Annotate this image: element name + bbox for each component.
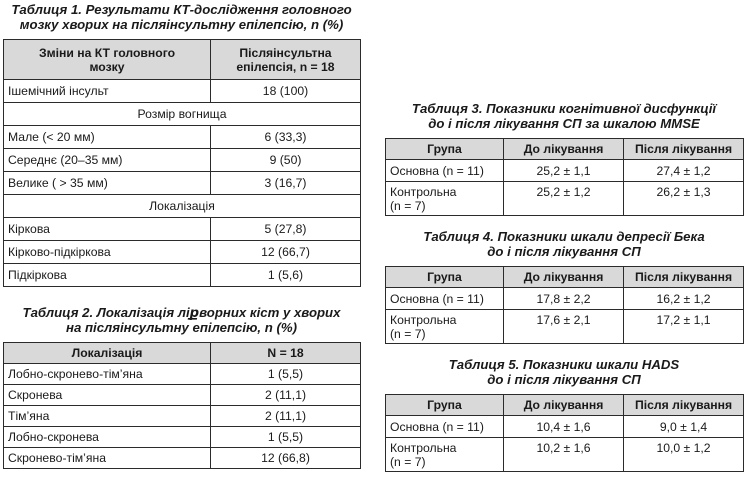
row-label: Лобно-скронева	[4, 427, 211, 448]
table-4-block	[385, 229, 743, 344]
row-value: 1 (5,6)	[211, 264, 361, 287]
before-cell: 10,4 ± 1,6	[504, 416, 624, 438]
section-title: Розмір вогнища	[4, 103, 361, 126]
table-2-block	[3, 305, 360, 469]
table-2-caption-line-1: Таблиця 2. Локалізація ліքворних кіст у хворих	[22, 305, 341, 320]
row-label: Підкіркова	[4, 264, 211, 287]
group-line-1: Контрольна	[390, 312, 457, 327]
table-5-header-before: До лікування	[504, 395, 624, 416]
table-1-header-epilepsy-line-1: Післяінсультна	[239, 45, 332, 60]
after-cell: 10,0 ± 1,2	[624, 438, 744, 472]
table-4	[385, 266, 744, 344]
table-2-header-localization: Локалізація	[4, 343, 211, 364]
table-4-header-after: Після лікування	[624, 267, 744, 288]
table-5-caption-line-2: до і після лікування СП	[487, 372, 641, 387]
table-1-header-epilepsy	[211, 40, 361, 80]
table-1-caption-line-2: мозку хворих на післяінсультну епілепсію, n (%)	[19, 17, 344, 32]
after-cell: 27,4 ± 1,2	[624, 160, 744, 182]
row-value: 2 (11,1)	[211, 406, 361, 427]
row-label: Скроневo-тім’яна	[4, 448, 211, 469]
table-1-caption	[3, 2, 360, 32]
table-1-header-epilepsy-line-2: епілепсія, n = 18	[236, 59, 335, 74]
row-value: 12 (66,8)	[211, 448, 361, 469]
row-label: Лобно-скроневo-тім’яна	[4, 364, 211, 385]
table-row	[386, 416, 744, 438]
row-label: Тім’яна	[4, 406, 211, 427]
table-3-caption-line-1: Таблиця 3. Показники когнітивної дисфункції	[411, 101, 717, 116]
table-row	[4, 172, 361, 195]
table-1-caption-line-1: Таблиця 1. Результати КТ-дослідження головного	[11, 2, 352, 17]
row-value: 18 (100)	[211, 80, 361, 103]
before-cell: 25,2 ± 1,1	[504, 160, 624, 182]
table-3-header-after: Після лікування	[624, 139, 744, 160]
table-5-header-row	[386, 395, 744, 416]
table-row	[4, 149, 361, 172]
table-3-header-row	[386, 139, 744, 160]
table-4-header-row	[386, 267, 744, 288]
row-label: Мале (< 20 мм)	[4, 126, 211, 149]
group-line-2: (n = 7)	[390, 198, 426, 213]
row-value: 6 (33,3)	[211, 126, 361, 149]
row-value: 1 (5,5)	[211, 427, 361, 448]
table-row	[4, 385, 361, 406]
table-row	[386, 288, 744, 310]
row-value: 12 (66,7)	[211, 241, 361, 264]
table-1	[3, 39, 361, 287]
table-5	[385, 394, 744, 472]
table-3-caption	[385, 101, 743, 131]
row-label: Ішемічний інсульт	[4, 80, 211, 103]
row-value: 1 (5,5)	[211, 364, 361, 385]
group-line-1: Основна (n = 11)	[390, 419, 484, 434]
table-3-header-before: До лікування	[504, 139, 624, 160]
table-1-header-changes	[4, 40, 211, 80]
group-line-1: Контрольна	[390, 440, 457, 455]
table-2-header-n: N = 18	[211, 343, 361, 364]
table-row	[4, 427, 361, 448]
table-row	[386, 182, 744, 216]
after-cell: 9,0 ± 1,4	[624, 416, 744, 438]
table-1-block	[3, 2, 360, 287]
row-label: Середнє (20–35 мм)	[4, 149, 211, 172]
table-3-header-group: Група	[386, 139, 504, 160]
table-row	[4, 241, 361, 264]
table-row	[4, 406, 361, 427]
row-value: 2 (11,1)	[211, 385, 361, 406]
before-cell: 25,2 ± 1,2	[504, 182, 624, 216]
table-5-header-group: Група	[386, 395, 504, 416]
table-2	[3, 342, 361, 469]
table-row	[4, 80, 361, 103]
table-5-block	[385, 357, 743, 472]
group-line-1: Основна (n = 11)	[390, 163, 484, 178]
table-row	[4, 448, 361, 469]
group-cell	[386, 438, 504, 472]
row-label: Велике ( > 35 мм)	[4, 172, 211, 195]
table-2-caption-line-2: на післяінсультну епілепсію, n (%)	[66, 320, 297, 335]
before-cell: 10,2 ± 1,6	[504, 438, 624, 472]
before-cell: 17,8 ± 2,2	[504, 288, 624, 310]
table-2-header-row	[4, 343, 361, 364]
group-cell	[386, 182, 504, 216]
group-line-2: (n = 7)	[390, 326, 426, 341]
table-3-block	[385, 101, 743, 216]
table-row	[4, 218, 361, 241]
after-cell: 17,2 ± 1,1	[624, 310, 744, 344]
group-cell	[386, 310, 504, 344]
table-row	[4, 264, 361, 287]
after-cell: 26,2 ± 1,3	[624, 182, 744, 216]
table-5-header-after: Після лікування	[624, 395, 744, 416]
table-5-caption-line-1: Таблиця 5. Показники шкали HADS	[448, 357, 680, 372]
group-cell	[386, 416, 504, 438]
table-row	[4, 126, 361, 149]
after-cell: 16,2 ± 1,2	[624, 288, 744, 310]
section-title: Локалізація	[4, 195, 361, 218]
row-label: Кірково-підкіркова	[4, 241, 211, 264]
section-row	[4, 195, 361, 218]
table-row	[386, 438, 744, 472]
table-2-caption	[3, 305, 360, 335]
table-row	[4, 364, 361, 385]
group-cell	[386, 160, 504, 182]
row-label: Кіркова	[4, 218, 211, 241]
row-value: 5 (27,8)	[211, 218, 361, 241]
table-row	[386, 160, 744, 182]
row-value: 3 (16,7)	[211, 172, 361, 195]
section-row	[4, 103, 361, 126]
row-label: Скронева	[4, 385, 211, 406]
table-row	[386, 310, 744, 344]
group-cell	[386, 288, 504, 310]
table-1-header-row	[4, 40, 361, 80]
table-4-header-before: До лікування	[504, 267, 624, 288]
group-line-1: Основна (n = 11)	[390, 291, 484, 306]
row-value: 9 (50)	[211, 149, 361, 172]
table-1-header-changes-line-1: Зміни на КТ головного	[38, 45, 176, 60]
table-4-caption-line-2: до і після лікування СП	[487, 244, 641, 259]
table-3-caption-line-2: до і після лікування СП за шкалою MMSE	[428, 116, 700, 131]
table-5-caption	[385, 357, 743, 387]
before-cell: 17,6 ± 2,1	[504, 310, 624, 344]
table-4-caption	[385, 229, 743, 259]
table-4-caption-line-1: Таблиця 4. Показники шкали депресії Бека	[423, 229, 705, 244]
table-4-header-group: Група	[386, 267, 504, 288]
group-line-1: Контрольна	[390, 184, 457, 199]
table-1-header-changes-line-2: мозку	[89, 59, 125, 74]
group-line-2: (n = 7)	[390, 454, 426, 469]
table-3	[385, 138, 744, 216]
